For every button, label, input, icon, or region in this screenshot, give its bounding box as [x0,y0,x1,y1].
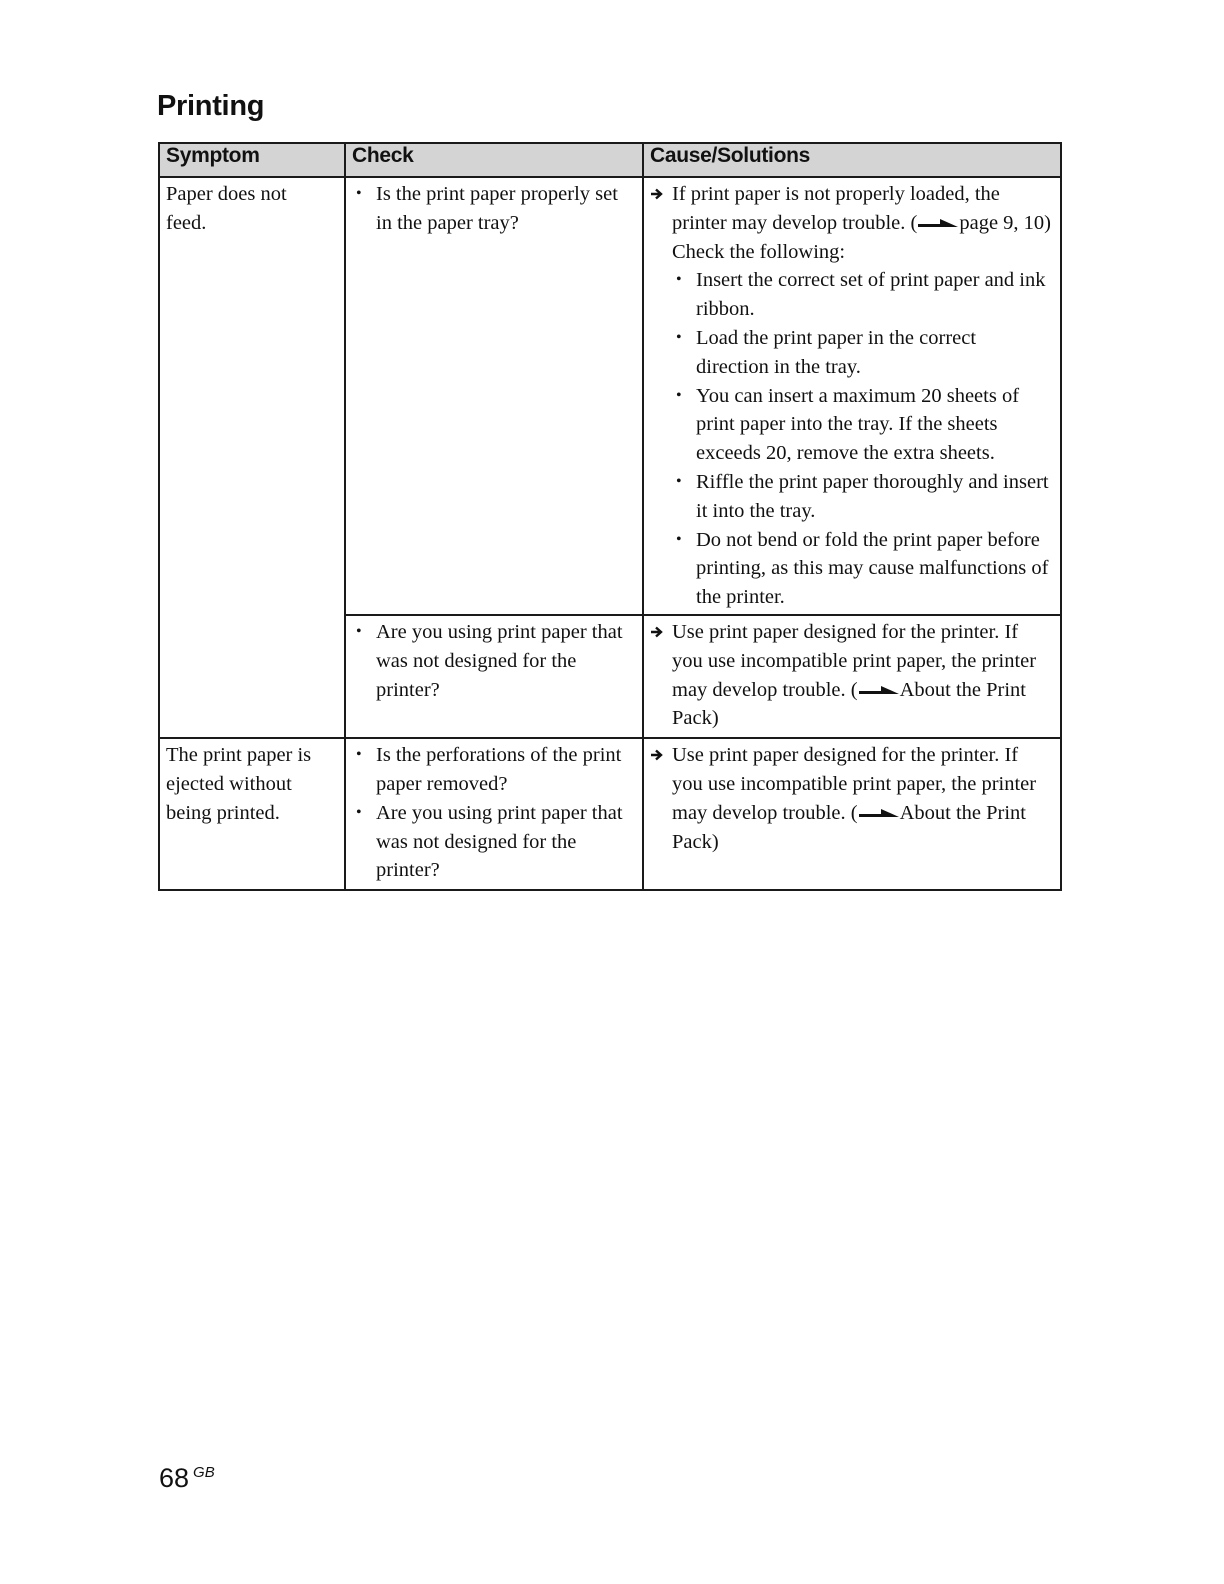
solution-item [650,180,1052,612]
page-reference-text: page 9, 10) [959,211,1052,234]
solution-text: Use print paper designed for the printer. If you use incompatible print paper, the printer may develop trouble. ( [672,620,1037,701]
solution-item [650,741,1052,856]
page-number-value: 68 [159,1463,190,1493]
troubleshooting-table [158,142,1062,891]
symptom-text: The print paper is ejected without being printed. [166,744,312,824]
symptom-cell [159,738,345,890]
solution-arrow-icon [650,741,664,769]
table-header-row [159,143,1061,177]
table-row [159,738,1061,890]
solution-list [650,180,1052,612]
list-item: • Load the print paper in the correct direction in the tray. [672,324,1052,382]
bullet-icon: • [356,185,362,202]
page-reference-arrow-icon [859,684,899,698]
header-symptom: Symptom [159,143,345,177]
solution-text: Use print paper designed for the printer. If you use incompatible print paper, the printer may develop trouble. ( [672,744,1037,824]
bullet-icon: • [676,472,682,490]
list-item [352,741,634,799]
symptom-cell [159,177,345,738]
check-cell [345,615,643,738]
bullet-icon: • [356,622,362,640]
header-cause-solutions: Cause/Solutions [643,143,1061,177]
solution-list [650,741,1052,856]
solution-arrow-icon [650,180,664,208]
solution-item [650,618,1052,733]
check-following-text: Check the following: [672,240,846,263]
check-text: Are you using print paper that was not designed for the printer? [376,801,623,882]
check-following-list [672,266,1052,612]
symptom-text: Paper does not feed. [166,183,287,234]
section-title: Printing [157,90,265,122]
check-list [352,741,634,885]
solution-arrow-icon [650,618,664,646]
check-text: Are you using print paper that was not designed for the printer? [376,620,623,701]
table-row [159,177,1061,615]
bullet-icon: • [676,271,682,289]
list-item [352,180,634,238]
check-text: Is the perforations of the print paper removed? [376,744,622,795]
page-language-code: GB [193,1464,215,1481]
cause-cell [643,615,1061,738]
list-item: • Do not bend or fold the print paper before printing, as this may cause malfunctions of the printer. [672,526,1052,612]
list-item: • Riffle the print paper thoroughly and insert it into the tray. [672,468,1052,526]
cause-cell [643,177,1061,615]
page-reference-arrow-icon [859,807,899,821]
solution-text: If print paper is not properly loaded, the printer may develop trouble. ( [672,183,1000,234]
list-item: • You can insert a maximum 20 sheets of print paper into the tray. If the sheets exceeds 20, remove the extra sheets. [672,382,1052,468]
page-reference-text: About the Print Pack) [672,801,1027,853]
page-reference-text: About the Print Pack) [672,678,1027,730]
bullet-icon: • [356,746,362,764]
bullet-icon: • [676,328,682,346]
cause-cell [643,738,1061,890]
check-list [352,618,634,704]
check-cell [345,177,643,615]
list-item [352,799,634,885]
check-list [352,180,634,238]
list-item [352,618,634,704]
page-reference-arrow-icon [918,217,958,231]
check-cell [345,738,643,890]
check-text: Is the print paper properly set in the paper tray? [376,183,618,234]
bullet-icon: • [676,530,682,548]
list-item: • Insert the correct set of print paper and ink ribbon. [672,266,1052,324]
header-check: Check [345,143,643,177]
solution-list [650,618,1052,733]
bullet-icon: • [676,386,682,404]
bullet-icon: • [356,803,362,821]
page-number [159,1463,215,1494]
